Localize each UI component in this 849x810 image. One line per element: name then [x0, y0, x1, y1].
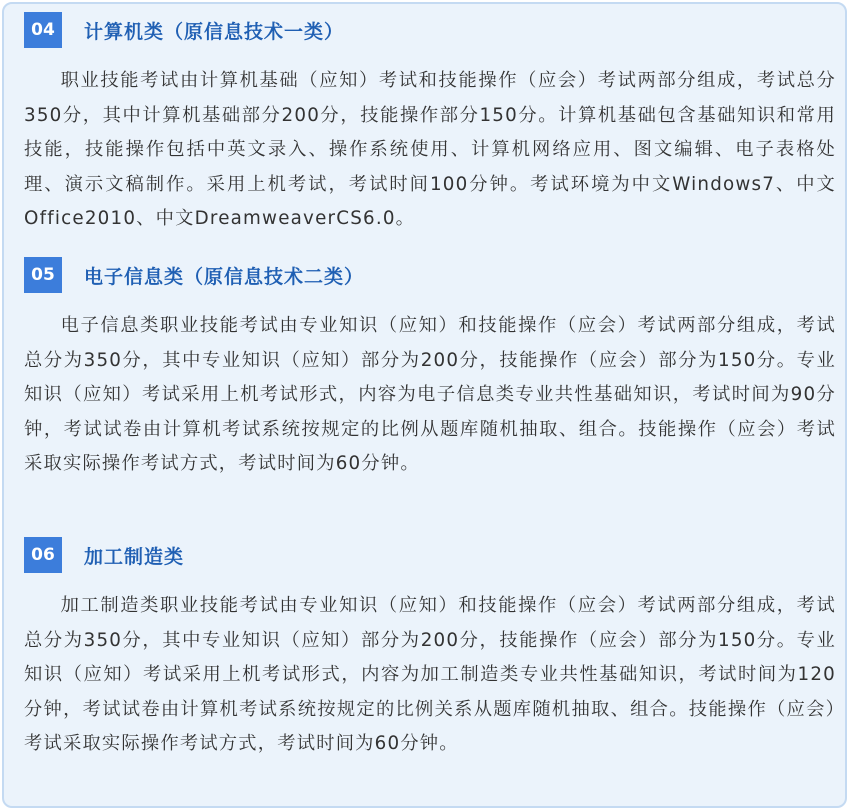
section-body: 加工制造类职业技能考试由专业知识（应知）和技能操作（应会）考试两部分组成，考试总分为350分，其中专业知识（应知）部分为200分，技能操作（应会）部分为150分。专业知识（应知）考试采用上机考试形式，内容为加工制造类专业共性基础知识，考试时间为120分钟，考试试卷由计算机考试系统按规定的比例关系从题库随机抽取、组合。技能操作（应会）考试采取实际操作考试方式，考试时间为60分钟。	[24, 595, 836, 755]
section-header	[24, 12, 344, 48]
section-body: 职业技能考试由计算机基础（应知）考试和技能操作（应会）考试两部分组成，考试总分350分，其中计算机基础部分200分，技能操作部分150分。计算机基础包含基础知识和常用技能，技能操作包括中英文录入、操作系统使用、计算机网络应用、图文编辑、电子表格处理、演示文稿制作。采用上机考试，考试时间100分钟。考试环境为中文Windows7、中文Office2010、中文DreamweaverCS6.0。	[24, 70, 836, 230]
section-number-badge: 06	[24, 537, 62, 573]
section-number-badge: 04	[24, 12, 62, 48]
section-body: 电子信息类职业技能考试由专业知识（应知）和技能操作（应会）考试两部分组成，考试总分为350分，其中专业知识（应知）部分为200分，技能操作（应会）部分为150分。专业知识（应知）考试采用上机考试形式，内容为电子信息类专业共性基础知识，考试时间为90分钟，考试试卷由计算机考试系统按规定的比例从题库随机抽取、组合。技能操作（应会）考试采取实际操作考试方式，考试时间为60分钟。	[24, 315, 836, 475]
section-title: 加工制造类	[84, 545, 185, 568]
section-number-badge: 05	[24, 257, 62, 293]
section-title: 电子信息类（原信息技术二类）	[84, 265, 365, 288]
section-header	[24, 257, 364, 293]
content-panel	[2, 2, 847, 808]
section-header	[24, 537, 184, 573]
section-title: 计算机类（原信息技术一类）	[84, 20, 345, 43]
